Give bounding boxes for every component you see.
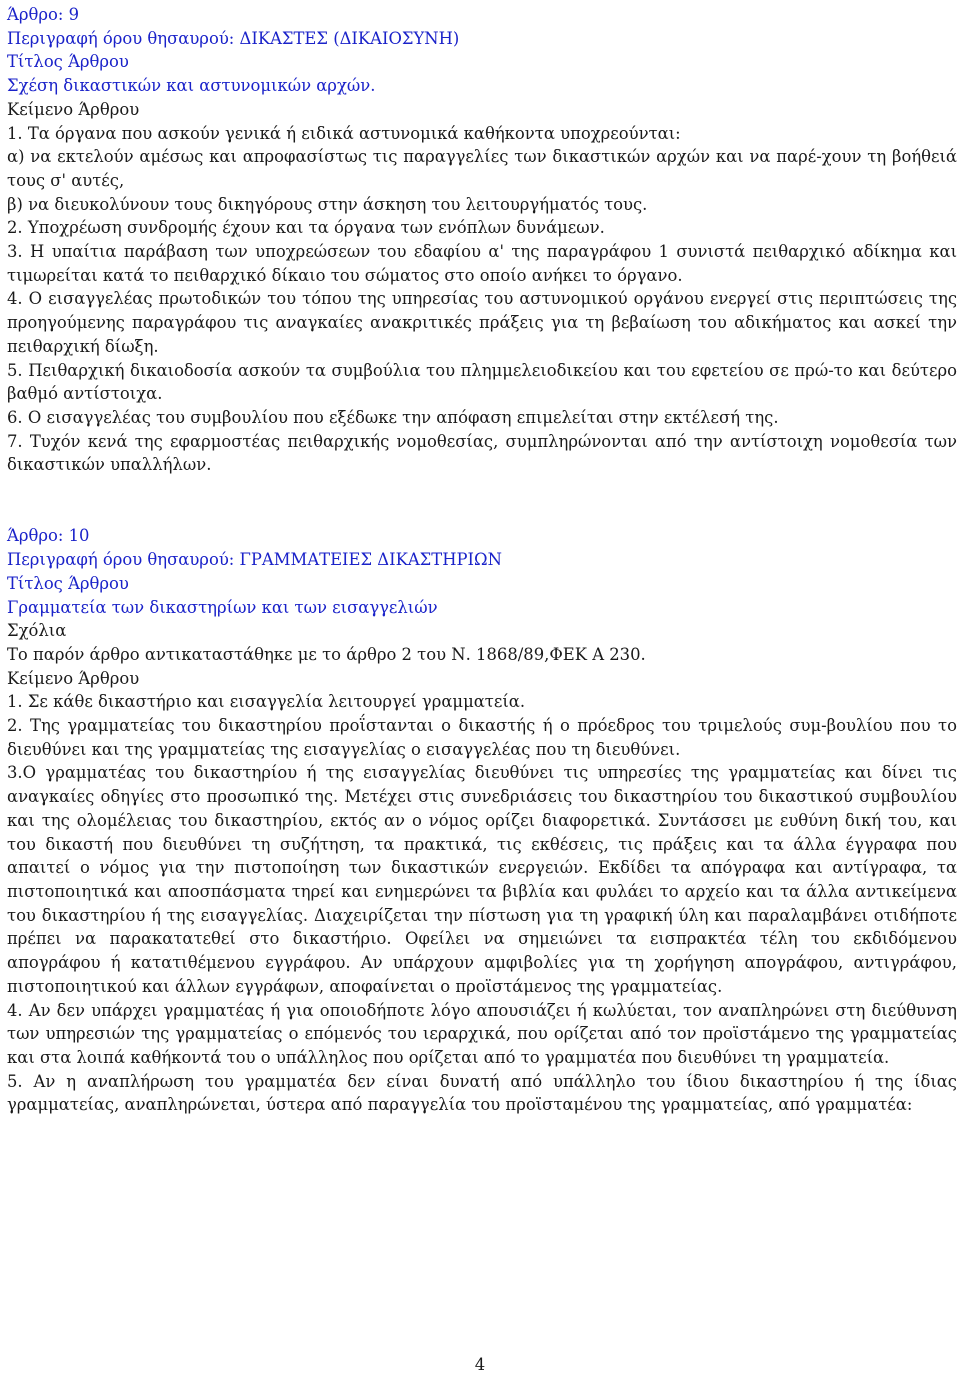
article-9-paragraph-7: 7. Τυχόν κενά της εφαρμοστέας πειθαρχικής νομοθεσίας, συμπληρώνονται από την αντίστοιχη νομοθεσία των δικαστικών υπαλλήλων. bbox=[7, 431, 957, 475]
article-9-paragraph-1: 1. Τα όργανα που ασκούν γενικά ή ειδικά αστυνομικά καθήκοντα υποχρεούνται: bbox=[7, 123, 681, 143]
section-spacer bbox=[7, 501, 957, 525]
section-spacer bbox=[7, 477, 957, 501]
article-9-paragraph-4: 4. Ο εισαγγελέας πρωτοδικών του τόπου της υπηρεσίας του αστυνομικού οργάνου ενεργεί στις περιπτώσεις της προηγούμενης παραγράφου τις αναγκαίες ανακριτικές πράξεις για τη βεβαίωση του αδικήματος και ασκεί την πειθαρχική δίωξη. bbox=[7, 289, 957, 356]
article-9-paragraph-1a: α) να εκτελούν αμέσως και απροφασίστως τις παραγγελίες των δικαστικών αρχών και να παρέ-χουν τη βοήθειά τους σ' αυτές, bbox=[7, 147, 957, 190]
article-10-paragraph-1: 1. Σε κάθε δικαστήριο και εισαγγελία λειτουργεί γραμματεία. bbox=[7, 692, 526, 712]
article-10-title-label: Τίτλος Άρθρου bbox=[7, 573, 129, 593]
article-10-paragraph-5: 5. Αν η αναπλήρωση του γραμματέα δεν είναι δυνατή από υπάλληλο του ίδιου δικαστηρίου ή της ίδιας γραμματείας, αναπληρώνεται, ύστερα από παραγγελία του προϊσταμένου της γραμματείας, από γραμματέα: bbox=[7, 1071, 957, 1115]
article-9-thesaurus-term: Περιγραφή όρου θησαυρού: ΔΙΚΑΣΤΕΣ (ΔΙΚΑΙΟΣΥΝΗ) bbox=[7, 28, 460, 48]
document-page bbox=[7, 3, 957, 1117]
article-10-text-label: Κείμενο Άρθρου bbox=[7, 668, 140, 688]
article-9-paragraph-5: 5. Πειθαρχική δικαιοδοσία ασκούν τα συμβούλια του πλημμελειοδικείου και του εφετείου σε πρώ-το και δεύτερο βαθμό αντίστοιχα. bbox=[7, 360, 957, 404]
article-9-paragraph-1b: β) να διευκολύνουν τους δικηγόρους στην άσκηση του λειτουργήματός τους. bbox=[7, 194, 648, 214]
article-9-paragraph-6: 6. Ο εισαγγελέας του συμβουλίου που εξέδωκε την απόφαση επιμελείται στην εκτέλεσή της. bbox=[7, 407, 779, 427]
article-10-header: Άρθρο: 10 bbox=[7, 526, 90, 546]
article-10-paragraph-3: 3.Ο γραμματέας του δικαστηρίου ή της εισαγγελίας διευθύνει τις υπηρεσίες της γραμματείας και δίνει τις αναγκαίες οδηγίες στο προσωπικό της. Μετέχει στις συνεδριάσεις του δικαστηρίου του δικαστικού συμβουλίου και της ολομέλειας του δικαστηρίου, εκτός αν ο νόμος ορίζει διαφορετικά. Συντάσσει με ευθύνη δική του, και του δικαστή που διευθύνει τη συζήτηση, τα πρακτικά, τις εκθέσεις, τις πράξεις και τα άλλα έγγραφα που απαιτεί ο νόμος για την πιστοποίηση των δικαστικών ενεργειών. Εκδίδει τα απόγραφα και αντίγραφα, τα πιστοποιητικά και αποσπάσματα τηρεί και ενημερώνει τα βιβλία και φυλάει το αρχείο και τα άλλα αντικείμενα του δικαστηρίου ή της εισαγγελίας. Διαχειρίζεται την πίστωση για τη γραφική ύλη και παραλαμβάνει οτιδήποτε πρέπει να παρακατατεθεί στο δικαστήριο. Οφείλει να σημειώνει τα εισπρακτέα τέλη του εκδιδόμενου απογράφου ή κατατιθέμενου εγγράφου. Αν υπάρχουν αμφιβολίες για τη χορήγηση απογράφου, αντιγράφου, πιστοποιητικού και άλλων εγγράφων, αποφαίνεται ο προϊστάμενος της γραμματείας. bbox=[7, 763, 957, 996]
article-10-paragraph-4: 4. Αν δεν υπάρχει γραμματέας ή για οποιοδήποτε λόγο απουσιάζει ή κωλύεται, τον αναπληρώνει στη διεύθυνση των υπηρεσιών της γραμματείας ο επόμενός του ιεραρχικά, που ορίζεται από τον προϊστάμενο της γραμματείας και στα λοιπά καθήκοντά του ο υπάλληλος που ορίζεται από το γραμματέα που διευθύνει τη γραμματεία. bbox=[7, 1000, 957, 1067]
article-9-title: Σχέση δικαστικών και αστυνομικών αρχών. bbox=[7, 76, 376, 96]
article-9-paragraph-2: 2. Υποχρέωση συνδρομής έχουν και τα όργανα των ενόπλων δυνάμεων. bbox=[7, 218, 605, 238]
article-9-paragraph-3: 3. Η υπαίτια παράβαση των υποχρεώσεων του εδαφίου α' της παραγράφου 1 συνιστά πειθαρχικό αδίκημα και τιμωρείται κατά το πειθαρχικό δίκαιο του σώματος στο οποίο ανήκει το όργανο. bbox=[7, 242, 957, 285]
article-10-paragraph-2: 2. Της γραμματείας του δικαστηρίου προΐστανται ο δικαστής ή ο πρόεδρος του τριμελούς συμ-βουλίου που το διευθύνει και της γραμματείας της εισαγγελίας ο εισαγγελέας που τη διευθύνει. bbox=[7, 716, 957, 759]
article-9-text-label: Κείμενο Άρθρου bbox=[7, 99, 140, 119]
article-10-comments-label: Σχόλια bbox=[7, 621, 67, 641]
page-number: 4 bbox=[474, 1355, 486, 1374]
article-9-title-label: Τίτλος Άρθρου bbox=[7, 52, 129, 72]
article-10-title: Γραμματεία των δικαστηρίων και των εισαγγελιών bbox=[7, 597, 438, 617]
article-9-header: Άρθρο: 9 bbox=[7, 5, 80, 24]
article-10-thesaurus-term: Περιγραφή όρου θησαυρού: ΓΡΑΜΜΑΤΕΙΕΣ ΔΙΚΑΣΤΗΡΙΩΝ bbox=[7, 550, 502, 570]
article-10-comments: Το παρόν άρθρο αντικαταστάθηκε με το άρθρο 2 του Ν. 1868/89,ΦΕΚ Α 230. bbox=[7, 644, 646, 664]
